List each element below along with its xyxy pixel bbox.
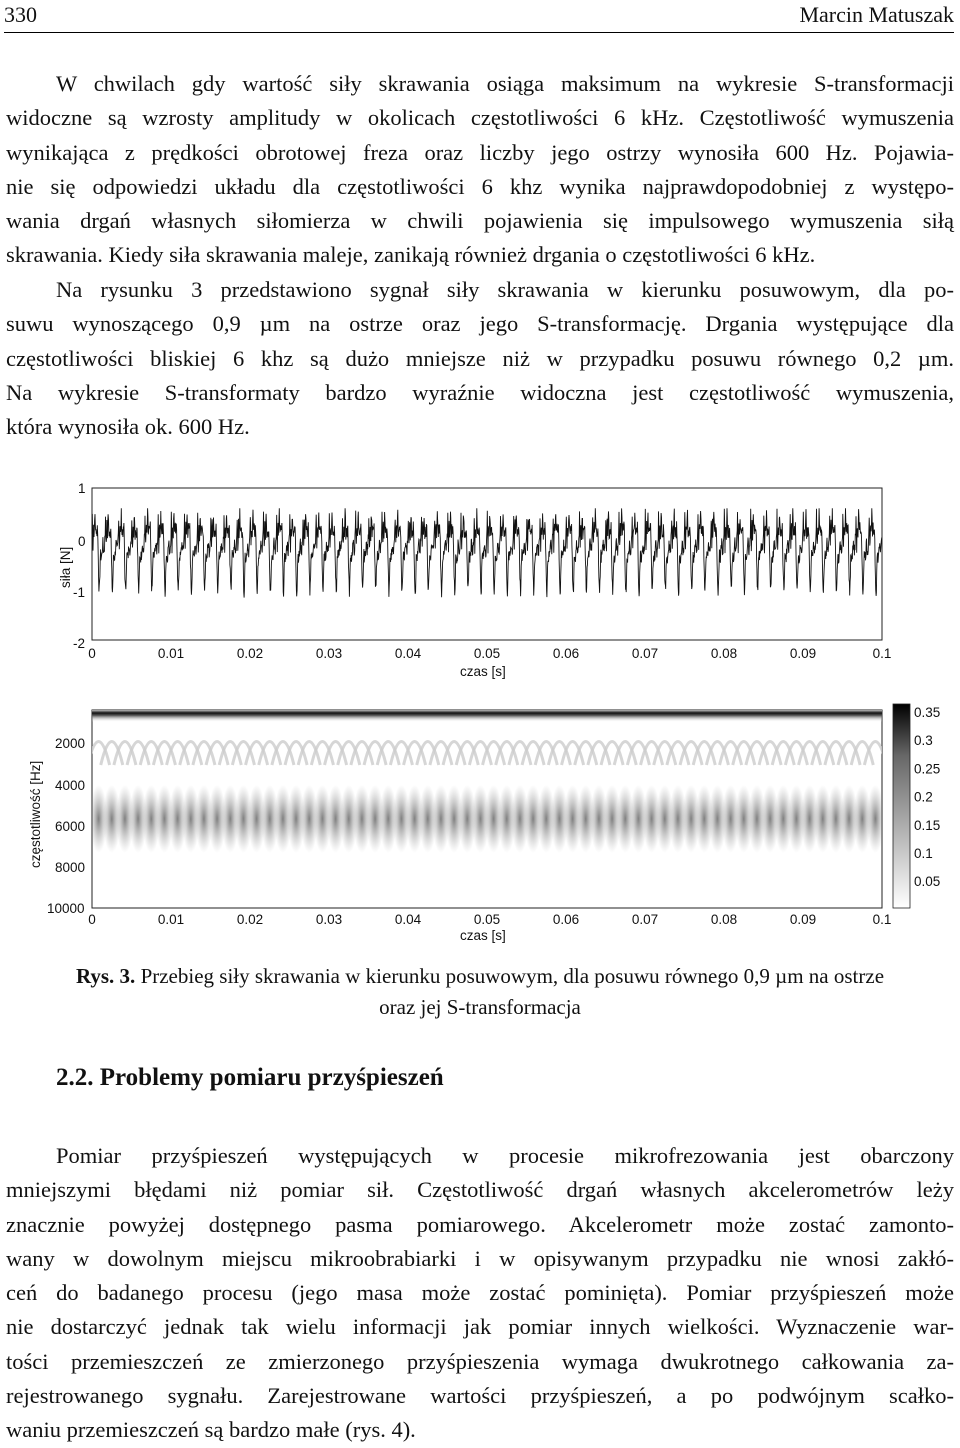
y-tick-label: -2 bbox=[73, 636, 86, 651]
text-line: waniu przemieszczeń są bardzo małe (rys. 4). bbox=[6, 1417, 416, 1443]
text-line: widoczne są wzrosty amplitudy w okolicach częstotliwości 6 kHz. Częstotliwość wymuszenia bbox=[6, 105, 954, 131]
text-line: nie dostarczyć jednak tak wielu informacji jak pomiar innych wielkości. Wyznaczenie war- bbox=[6, 1314, 954, 1340]
x-tick-label: 0 bbox=[88, 912, 96, 927]
text-line: wynikająca z prędkości obrotowej freza oraz liczby jego ostrzy wynosiła 600 Hz. Pojawia- bbox=[6, 139, 954, 165]
colorbar-tick-label: 0.3 bbox=[914, 733, 933, 749]
text-line: suwu wynoszącego 0,9 µm na ostrze oraz jego S-transformację. Drgania występujące dla bbox=[6, 311, 954, 337]
y-tick-label: 0 bbox=[78, 534, 86, 549]
y-tick-label: 8000 bbox=[55, 860, 86, 875]
page-number: 330 bbox=[4, 2, 37, 27]
colorbar bbox=[893, 704, 910, 908]
y-tick-label: 1 bbox=[78, 481, 86, 496]
x-tick-label: 0.06 bbox=[552, 646, 580, 661]
caption-line-1: Przebieg siły skrawania w kierunku posuwowym, dla posuwu równego 0,9 µm na ostrze bbox=[140, 964, 885, 988]
x-tick-label: 0.05 bbox=[473, 646, 501, 661]
s-transform-blob bbox=[866, 785, 884, 853]
colorbar-ticks bbox=[914, 705, 940, 889]
page-header bbox=[4, 2, 954, 33]
caption-line-2: oraz jej S-transformacja bbox=[379, 995, 581, 1019]
forcing-frequency-band bbox=[92, 710, 882, 722]
x-tick-label: 0.05 bbox=[473, 912, 501, 927]
force-signal-chart bbox=[0, 470, 960, 690]
text-line: skrawania. Kiedy siła skrawania maleje, zanikają również drgania o częstotliwości 6 kHz. bbox=[6, 242, 816, 268]
x-tick-label: 0.01 bbox=[157, 912, 185, 927]
x-tick-label: 0.04 bbox=[394, 912, 422, 927]
x-tick-label: 0.02 bbox=[236, 912, 264, 927]
s-transform-chart bbox=[0, 700, 960, 950]
text-line: Na wykresie S-transformaty bardzo wyraźnie widoczna jest częstotliwość wymuszenia, bbox=[6, 379, 954, 405]
y-axis-label: częstotliwość [Hz] bbox=[28, 760, 43, 868]
x-tick-label: 0.03 bbox=[315, 646, 343, 661]
x-tick-label: 0.07 bbox=[631, 912, 659, 927]
text-line: Na rysunku 3 przedstawiono sygnał siły skrawania w kierunku posuwowym, dla po- bbox=[56, 277, 954, 302]
x-tick-label: 0.04 bbox=[394, 646, 422, 661]
x-tick-labels bbox=[88, 646, 891, 661]
text-line: W chwilach gdy wartość siły skrawania osiąga maksimum na wykresie S-transformacji bbox=[56, 71, 954, 96]
y-tick-label: 4000 bbox=[55, 778, 86, 793]
paragraph-3 bbox=[6, 1139, 954, 1448]
text-line: która wynosiła ok. 600 Hz. bbox=[6, 414, 250, 440]
caption-label: Rys. 3. bbox=[75, 964, 136, 988]
x-tick-label: 0.01 bbox=[157, 646, 185, 661]
x-tick-label: 0.03 bbox=[315, 912, 343, 927]
x-tick-label: 0.08 bbox=[710, 912, 738, 927]
x-tick-label: 0.09 bbox=[789, 912, 817, 927]
x-axis-label: czas [s] bbox=[460, 928, 506, 943]
text-line: częstotliwości bliskiej 6 khz są dużo mniejsze niż w przypadku posuwu równego 0,2 µm. bbox=[6, 345, 954, 371]
text-line: Pomiar przyśpieszeń występujących w procesie mikrofrezowania jest obarczony bbox=[56, 1143, 954, 1168]
text-line: wania drgań własnych siłomierza w chwili pojawienia się impulsowego wymuszenia siłą bbox=[6, 208, 954, 234]
text-line: znacznie powyżej dostępnego pasma pomiarowego. Akcelerometr może zostać zamonto- bbox=[6, 1211, 954, 1237]
text-line: tości przemieszczeń ze zmierzonego przyśpieszenia wymaga dwukrotnego całkowania za- bbox=[6, 1348, 954, 1374]
x-axis-label: czas [s] bbox=[460, 664, 506, 679]
colorbar-tick-label: 0.2 bbox=[914, 789, 933, 805]
y-tick-label: -1 bbox=[73, 585, 86, 600]
x-tick-label: 0.07 bbox=[631, 646, 659, 661]
paragraph-1 bbox=[6, 67, 954, 273]
text-line: wany w dowolnym miejscu mikroobrabiarki i w opisywanym przypadku nie wnosi zakłó- bbox=[6, 1245, 954, 1271]
text-line: rejestrowanego sygnału. Zarejestrowane wartości przyśpieszeń, a po podwójnym scałko- bbox=[6, 1383, 954, 1409]
colorbar-tick-label: 0.15 bbox=[914, 817, 941, 833]
x-tick-label: 0.08 bbox=[710, 646, 738, 661]
x-tick-label: 0.1 bbox=[872, 912, 892, 927]
y-axis-label: siła [N] bbox=[58, 546, 73, 588]
x-tick-label: 0.06 bbox=[552, 912, 580, 927]
y-tick-label: 10000 bbox=[47, 901, 85, 916]
x-tick-label: 0 bbox=[88, 646, 96, 661]
paragraph-2 bbox=[6, 273, 954, 444]
figure-caption bbox=[0, 961, 960, 1023]
text-line: nie się odpowiedzi układu dla częstotliwości 6 khz wynika najprawdopodobniej z występo- bbox=[6, 173, 954, 199]
x-tick-label: 0.09 bbox=[789, 646, 817, 661]
x-tick-labels bbox=[88, 912, 891, 927]
y-tick-label: 6000 bbox=[55, 819, 86, 834]
x-tick-label: 0.02 bbox=[236, 646, 264, 661]
colorbar-tick-label: 0.25 bbox=[914, 761, 941, 777]
colorbar-tick-label: 0.1 bbox=[914, 846, 933, 861]
y-tick-label: 2000 bbox=[55, 736, 86, 751]
running-author: Marcin Matuszak bbox=[799, 2, 954, 27]
x-tick-label: 0.1 bbox=[872, 646, 892, 661]
text-line: mniejszymi błędami niż pomiar sił. Częstotliwość drgań własnych akcelerometrów leży bbox=[6, 1177, 954, 1203]
colorbar-tick-label: 0.05 bbox=[914, 874, 941, 890]
text-line: ceń do badanego procesu (jego masa może zostać pominięta). Pomiar przyśpieszeń może bbox=[6, 1280, 954, 1306]
section-heading: 2.2. Problemy pomiaru przyśpieszeń bbox=[56, 1064, 444, 1091]
colorbar-tick-label: 0.35 bbox=[914, 705, 941, 720]
